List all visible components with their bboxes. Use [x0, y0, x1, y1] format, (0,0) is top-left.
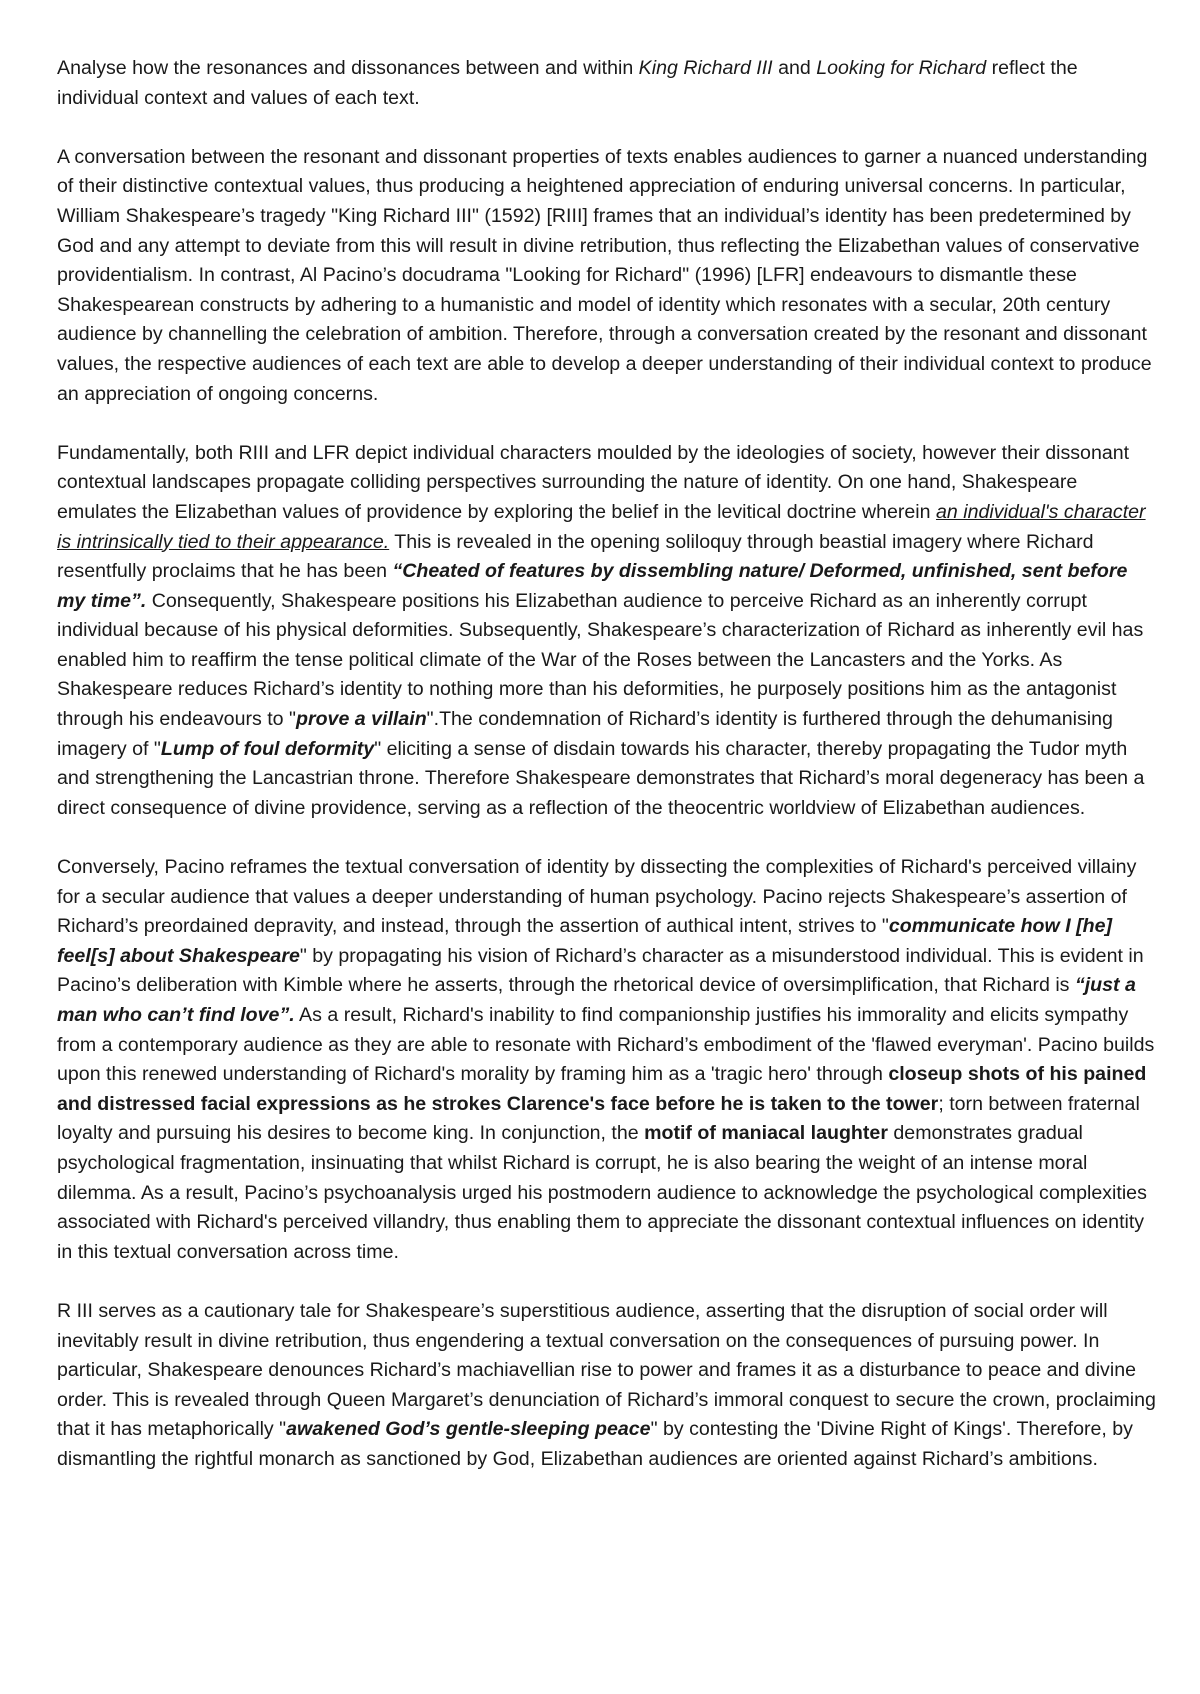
- paragraph-text: ; torn between fraternal loyalty and pursuing his desires to become king. In conjunction, the: [57, 1092, 1140, 1145]
- paragraph-text: " by contesting the 'Divine Right of Kings'. Therefore, by dismantling the rightful monarch as sanctioned by God, Elizabethan audiences are oriented against Richard’s ambitions.: [57, 1418, 1133, 1470]
- body-paragraph-2: [57, 853, 1157, 1267]
- quote-just-a-man: “just a man who can’t find love”.: [57, 974, 1136, 1026]
- question-text: Analyse how the resonances and dissonances between and within: [57, 57, 639, 79]
- body-paragraph-1: [57, 439, 1157, 824]
- paragraph-text: Consequently, Shakespeare positions his Elizabethan audience to perceive Richard as an inherently corrupt individual because of his physical deformities. Subsequently, Shakespeare’s characterization of Richard as inherently evil has enabled him to reaffirm the tense political climate of the War of the Roses between the Lancasters and the Yorks. As Shakespeare reduces Richard’s identity to nothing more than his deformities, he purposely positions him as the antagonist through his endeavours to ": [57, 589, 1144, 731]
- paragraph-text: As a result, Richard's inability to find companionship justifies his immorality and elicits sympathy from a contemporary audience as they are able to resonate with Richard’s embodiment of the 'flawed everyman'. Pacino builds upon this renewed understanding of Richard's morality by framing him as a 'tragic hero' through: [57, 1004, 1155, 1086]
- paragraph-text: Conversely, Pacino reframes the textual conversation of identity by dissecting the complexities of Richard's perceived villainy for a secular audience that values a deeper understanding of human psychology. Pacino rejects Shakespeare’s assertion of Richard’s preordained depravity, and instead, through the assertion of authical intent, strives to ": [57, 856, 1137, 938]
- paragraph-text: Fundamentally, both RIII and LFR depict individual characters moulded by the ideologies of society, however their dissonant contextual landscapes propagate colliding perspectives surrounding the nature of identity. On one hand, Shakespeare emulates the Elizabethan values of providence by exploring the belief in the levitical doctrine wherein: [57, 441, 1130, 523]
- underlined-claim: an individual's character is intrinsically tied to their appearance.: [57, 500, 1146, 553]
- essay-page: [57, 54, 1157, 1475]
- quote-cheated-of-features: “Cheated of features by dissembling nature/ Deformed, unfinished, sent before my time”.: [57, 560, 1128, 612]
- paragraph-text: This is revealed in the opening soliloquy through beastial imagery where Richard resentfully proclaims that he has been: [57, 530, 1094, 583]
- technique-closeup-shots: closeup shots of his pained and distressed facial expressions as he strokes Clarence's face before he is taken to the tower: [57, 1063, 1147, 1115]
- technique-motif-laughter: motif of maniacal laughter: [644, 1122, 888, 1145]
- quote-awakened-gods-peace: awakened God’s gentle-sleeping peace: [286, 1418, 651, 1441]
- quote-communicate-how-i-feel: communicate how I [he] feel[s] about Shakespeare: [57, 915, 1113, 967]
- quote-prove-a-villain: prove a villain: [295, 708, 427, 731]
- intro-paragraph: A conversation between the resonant and dissonant properties of texts enables audiences to garner a nuanced understanding of their distinctive contextual values, thus producing a heightened appreciation of enduring universal concerns. In particular, William Shakespeare’s tragedy "King Richard III" (1592) [RIII] frames that an individual’s identity has been predetermined by God and any attempt to deviate from this will result in divine retribution, thus reflecting the Elizabethan values of conservative providentialism. In contrast, Al Pacino’s docudrama "Looking for Richard" (1996) [LFR] endeavours to dismantle these Shakespearean constructs by adhering to a humanistic and model of identity which resonates with a secular, 20th century audience by channelling the celebration of ambition. Therefore, through a conversation created by the resonant and dissonant values, the respective audiences of each text are able to develop a deeper understanding of their individual context to produce an appreciation of ongoing concerns.: [57, 145, 1152, 405]
- quote-lump-of-foul-deformity: Lump of foul deformity: [160, 737, 375, 760]
- title-looking-for-richard: Looking for Richard: [816, 57, 987, 79]
- paragraph-text: " by propagating his vision of Richard’s character as a misunderstood individual. This is evident in Pacino’s deliberation with Kimble where he asserts, through the rhetorical device of oversimplification, that Richard is: [57, 944, 1144, 997]
- title-king-richard-iii: King Richard III: [638, 57, 773, 79]
- essay-question: [57, 54, 1157, 113]
- question-text: reflect the individual context and values of each text.: [57, 57, 1078, 109]
- paragraph-text: " eliciting a sense of disdain towards his character, thereby propagating the Tudor myth and strengthening the Lancastrian throne. Therefore Shakespeare demonstrates that Richard’s moral degeneracy has been a direct consequence of divine providence, serving as a reflection of the theocentric worldview of Elizabethan audiences.: [57, 737, 1145, 819]
- paragraph-text: demonstrates gradual psychological fragmentation, insinuating that whilst Richard is corrupt, he is also bearing the weight of an intense moral dilemma. As a result, Pacino’s psychoanalysis urged his postmodern audience to acknowledge the psychological complexities associated with Richard's perceived villandry, thus enabling them to appreciate the dissonant contextual influences on identity in this textual conversation across time.: [57, 1122, 1147, 1263]
- body-paragraph-3: [57, 1297, 1157, 1475]
- paragraph-text: R III serves as a cautionary tale for Shakespeare’s superstitious audience, asserting that the disruption of social order will inevitably result in divine retribution, thus engendering a textual conversation on the consequences of pursuing power. In particular, Shakespeare denounces Richard’s machiavellian rise to power and frames it as a disturbance to peace and divine order. This is revealed through Queen Margaret’s denunciation of Richard’s immoral conquest to secure the crown, proclaiming that it has metaphorically ": [57, 1299, 1156, 1441]
- question-text: and: [772, 57, 817, 79]
- paragraph-text: ".The condemnation of Richard’s identity is furthered through the dehumanising imagery of ": [57, 708, 1113, 760]
